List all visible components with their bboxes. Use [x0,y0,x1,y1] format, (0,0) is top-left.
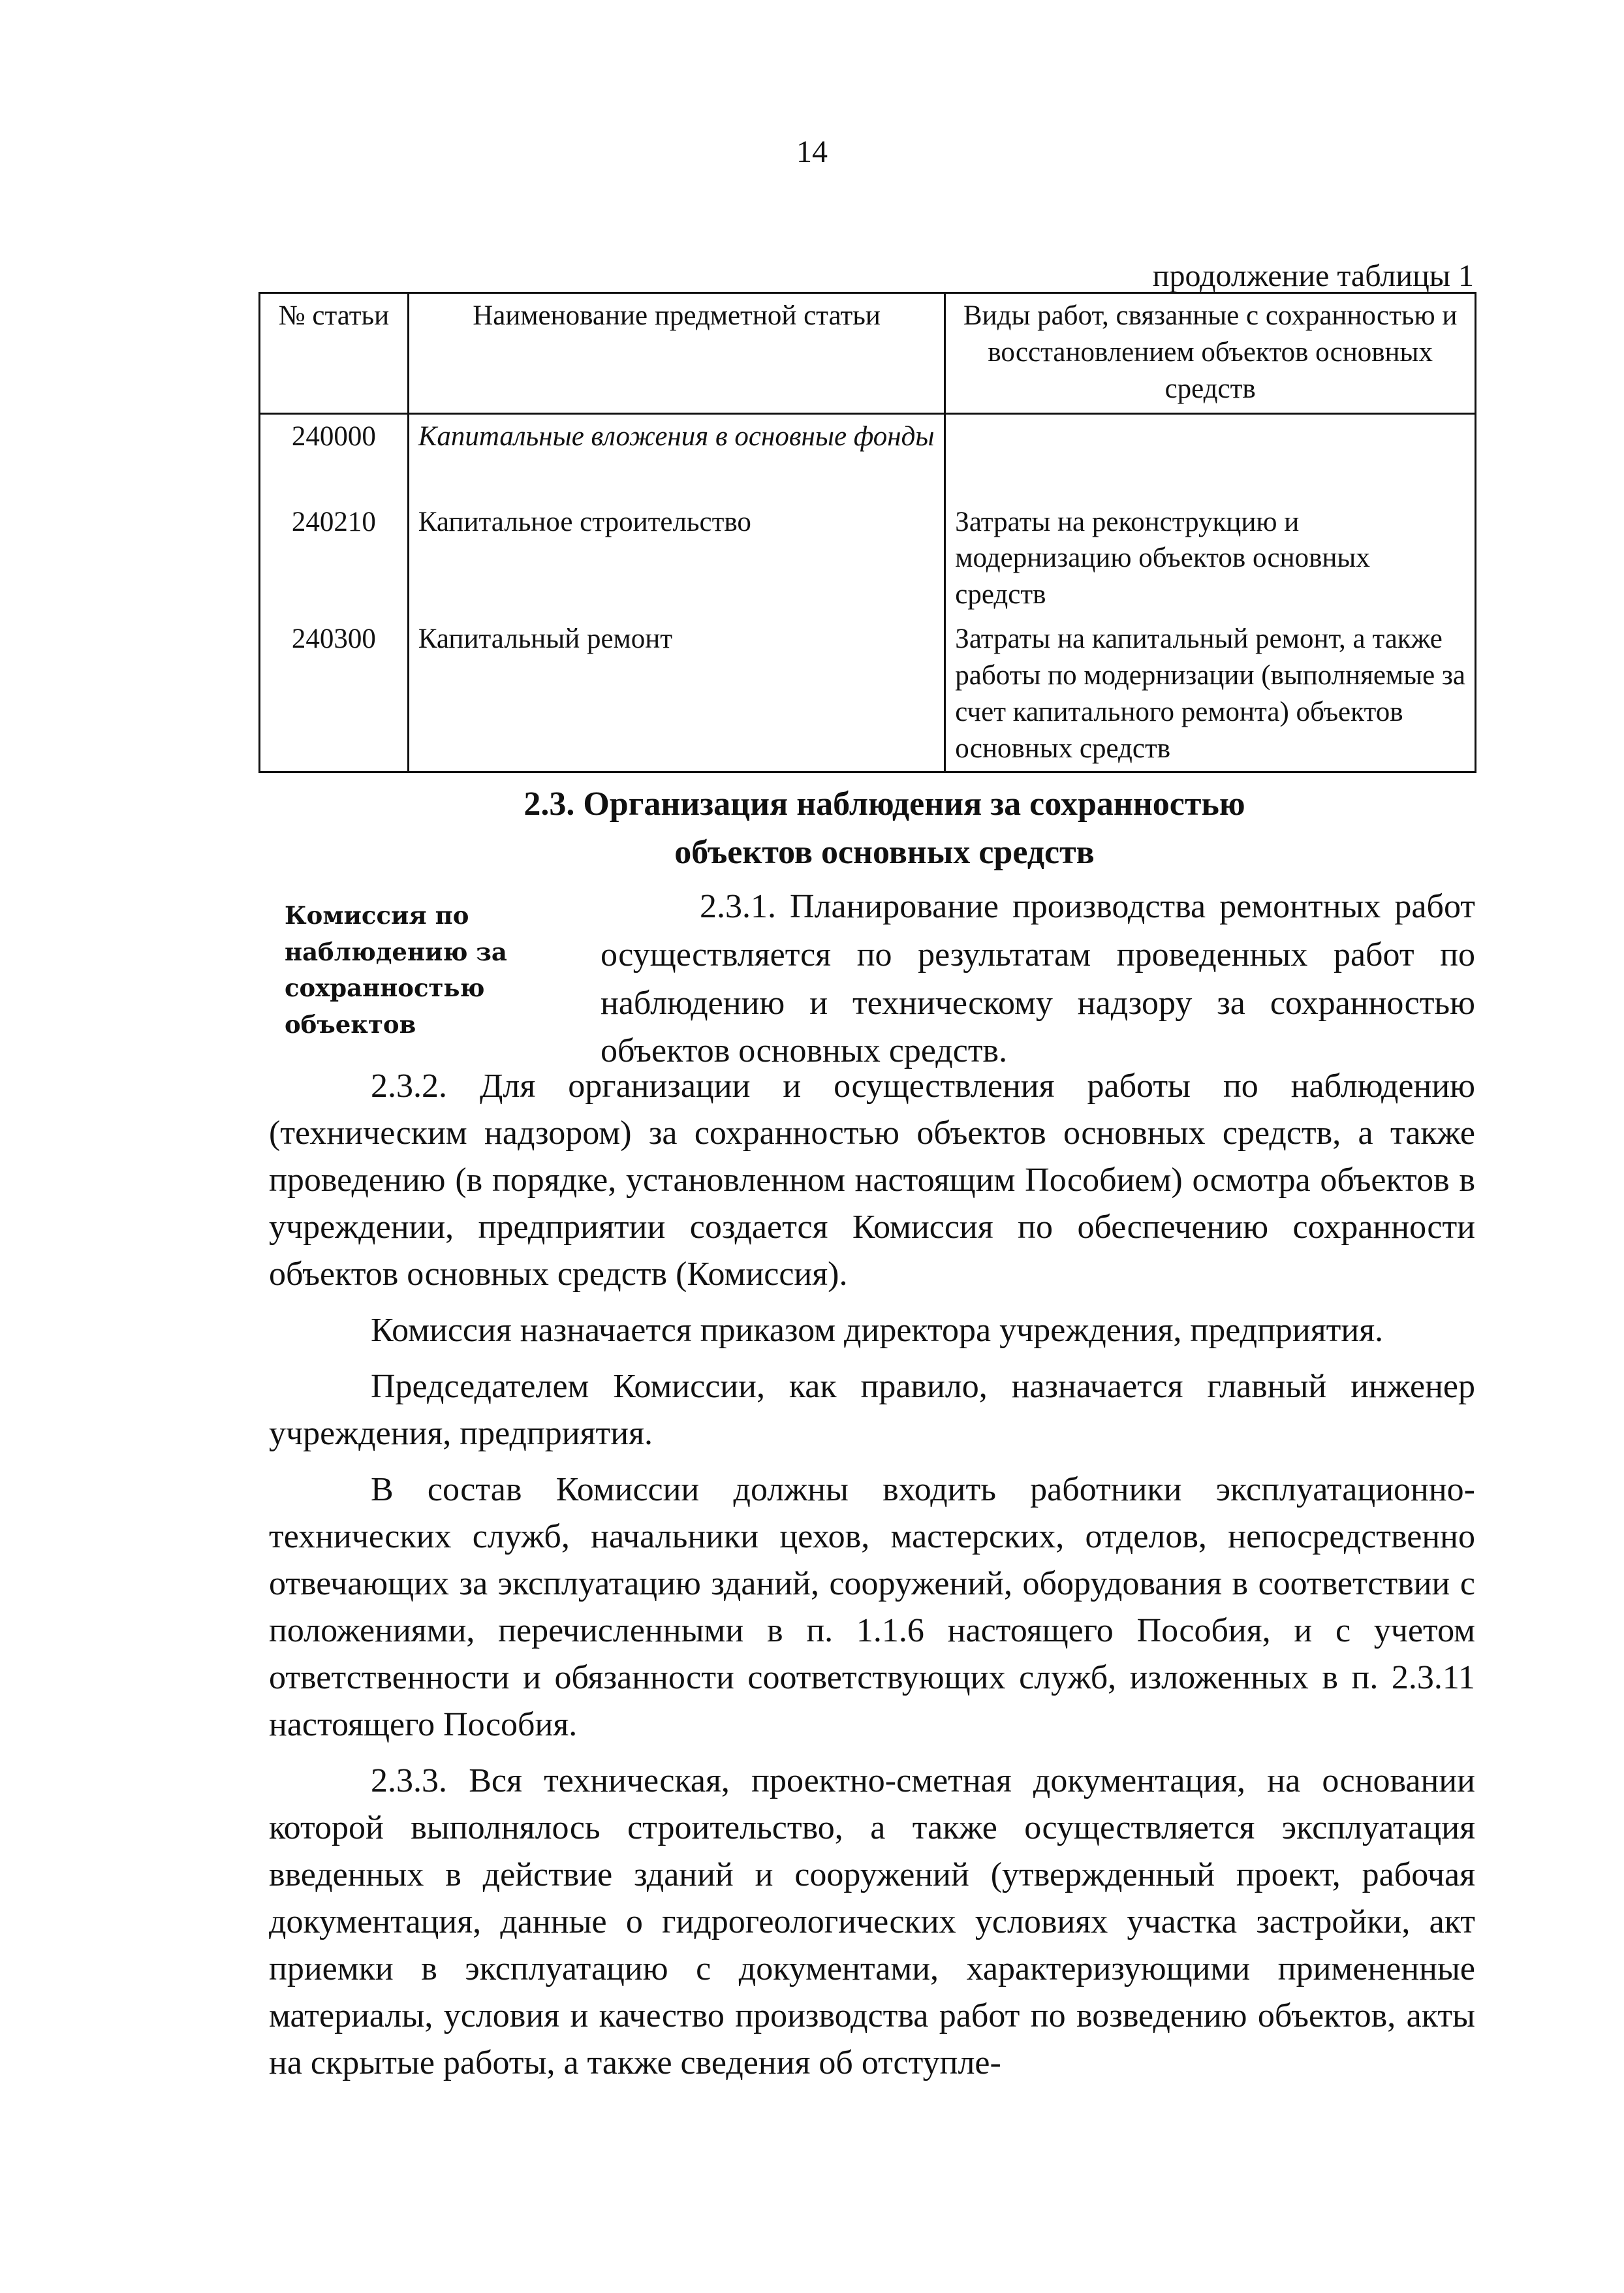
paragraph-chairman: Председателем Комиссии, как правило, назначается главный инженер учреждения, предприятия. [269,1368,1475,1453]
articles-table [258,292,1476,773]
paragraph-2-3-1: 2.3.1. Планирование производства ремонтных работ осуществляется по результатам проведенных работ по наблюдению и техническому надзору за сохранностью объектов основных средств. [601,888,1475,1070]
table-row [260,414,1476,500]
article-code: 240300 [260,617,409,772]
table-header-row [260,293,1476,414]
article-name: Капитальный ремонт [408,617,945,772]
header-article-number: № статьи [260,293,409,414]
article-code: 240000 [260,414,409,500]
header-work-types: Виды работ, связанные с сохранностью и восстановлением объектов основных средств [945,293,1476,414]
article-name: Капитальные вложения в основные фонды [408,414,945,500]
body-text [269,1063,1475,2087]
paragraph-composition: В состав Комиссии должны входить работники эксплуатационно-технических служб, начальники цехов, мастерских, отделов, непосредственно отвечающих за эксплуатацию зданий, сооружений, оборудования в соответствии с положениями, перечисленными в п. 1.1.6 настоящего Пособия, и с учетом ответственности и обязанности соответствующих служб, изложенных в п. 2.3.11 настоящего Пособия. [269,1471,1475,1744]
section-title-line-2: объектов основных средств [674,833,1095,871]
paragraph-2-3-3: 2.3.3. Вся техническая, проектно-сметная документация, на основании которой выполнялось строительство, а также осуществляется эксплуатация введенных в действие зданий и сооружений (утвержденный проект, рабочая документация, данные о гидрогеологических условиях участка застройки, акт приемки в эксплуатацию с документами, характеризующими примененные материалы, условия и качество производства работ по возведению объектов, акты на скрытые работы, а также сведения об отступле- [269,1762,1475,2082]
header-article-name: Наименование предметной статьи [408,293,945,414]
margin-note: Комиссия по наблюдению за сохранностью объектов [285,901,507,1039]
section-title [326,780,1443,877]
page-number: 14 [796,134,828,169]
article-name: Капитальное строительство [408,500,945,618]
article-works: Затраты на капитальный ремонт, а также работы по модернизации (выполняемые за счет капитального ремонта) объектов основных средств [945,617,1476,772]
paragraph-2-3-2: 2.3.2. Для организации и осуществления работы по наблюдению (техническим надзором) за сохранностью объектов основных средств, а также проведению (в порядке, установленном настоящим Пособием) осмотра объектов в учреждении, предприятии создается Комиссия по обеспечению сохранности объектов основных средств (Комиссия). [269,1067,1475,1293]
article-works: Затраты на реконструкцию и модернизацию объектов основных средств [945,500,1476,618]
table-row [260,617,1476,772]
table-caption: продолжение таблицы 1 [1152,259,1474,293]
article-code: 240210 [260,500,409,618]
article-works [945,414,1476,500]
paragraph-commission-appointed: Комиссия назначается приказом директора учреждения, предприятия. [371,1312,1384,1350]
table-row [260,500,1476,618]
section-title-line-1: 2.3. Организация наблюдения за сохранностью [523,785,1245,823]
